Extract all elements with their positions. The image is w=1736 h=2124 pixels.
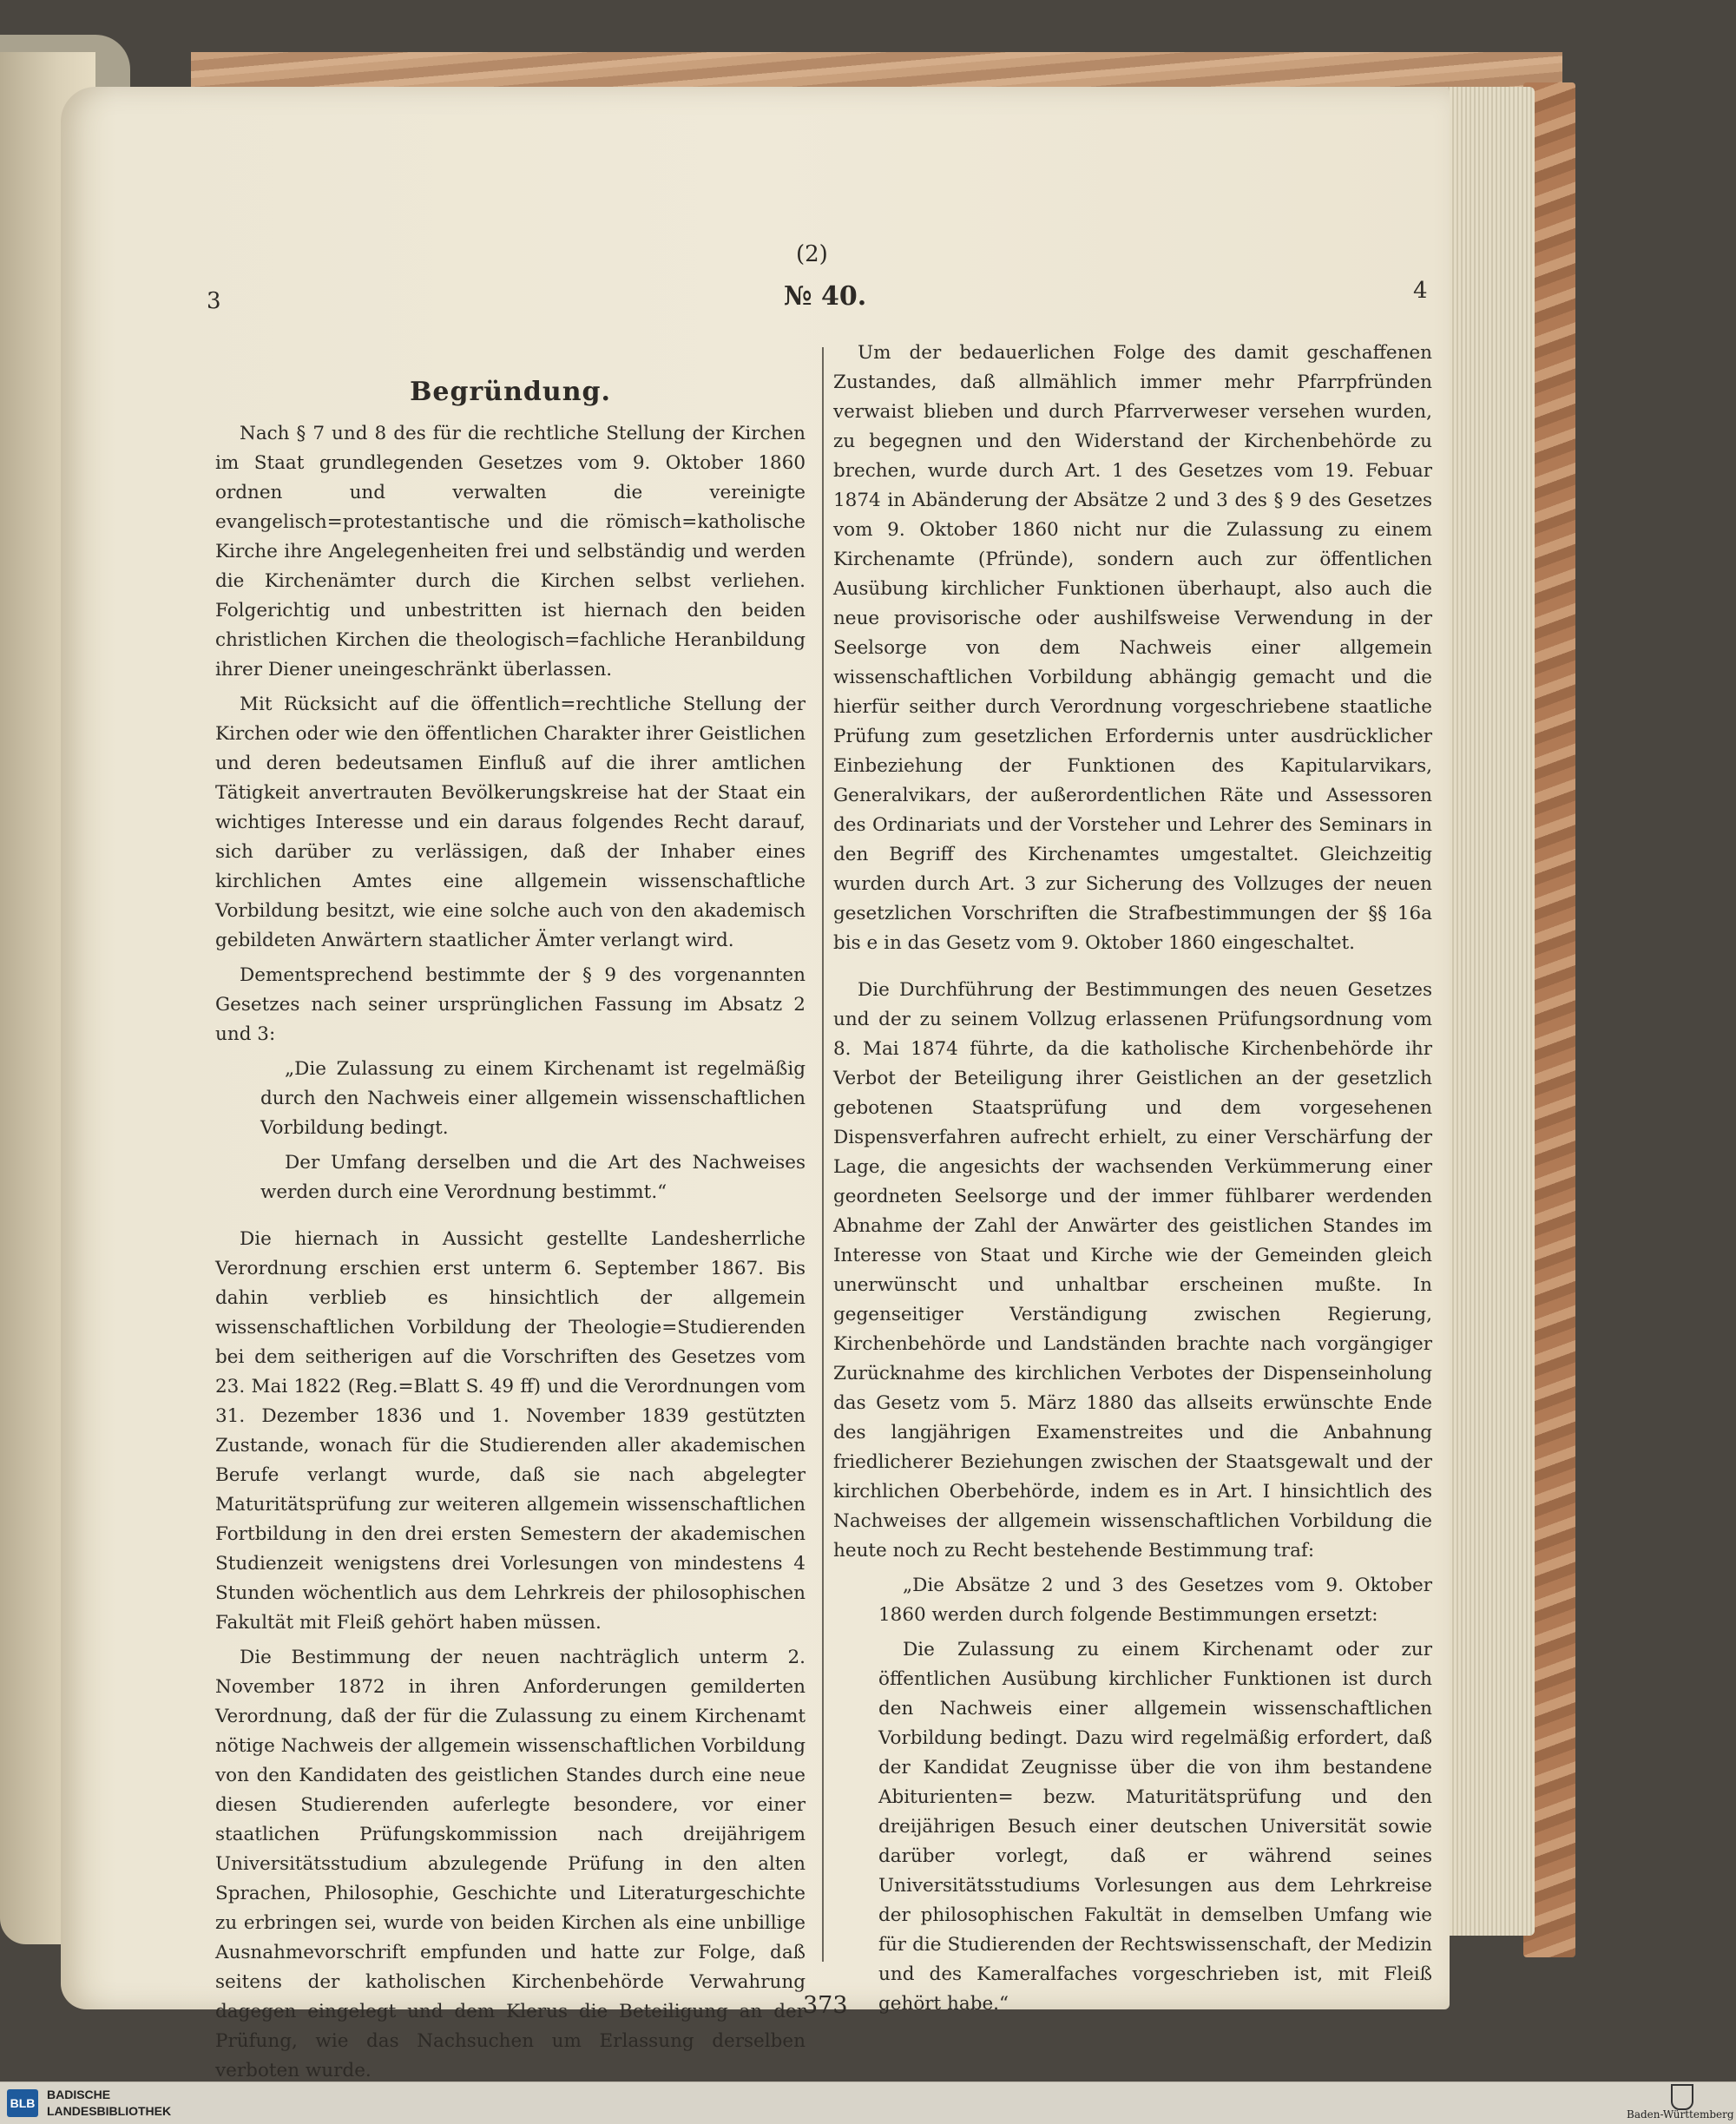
- quote-paragraph: „Die Zulassung zu einem Kirchenamt ist regelmäßig durch den Nachweis einer allgemein wissenschaftlichen Vorbildung bedingt.: [260, 1058, 806, 1139]
- library-name-line2: LANDESBIBLIOTHEK: [47, 2104, 172, 2118]
- paragraph: Die Durchführung der Bestimmungen des neuen Gesetzes und der zu seinem Vollzug erlassenen Prüfungsordnung vom 8. Mai 1874 führte, da die katholische Kirchenbehörde ihr Verbot der Beteiligung ihrer Geistlichen an der gesetzlich gebotenen Staatsprüfung und dem vorgesehenen Dispensverfahren aufrecht erhielt, zu einer Verschärfung der Lage, die angesichts der wachsenden Verkümmerung einer geordneten Seelsorge und der immer fühlbarer werdenden Abnahme der Zahl der Anwärter des geistlichen Standes im Interesse von Staat und Kirche wie der Gemeinden gleich unerwünscht und unhaltbar erscheinen mußte. In gegenseitiger Verständigung zwischen Regierung, Kirchenbehörde und Landständen brachte nach vorgängiger Zurücknahme des kirchlichen Verbotes der Dispenseinholung das Gesetz vom 5. März 1880 das allseits erwünschte Ende des langjährigen Examenstreites und die Anbahnung friedlicherer Beziehungen zwischen der Staatsgewalt und der kirchlichen Oberbehörde, indem es in Art. I hinsichtlich des Nachweises der allgemein wissenschaftlichen Vorbildung die heute noch zu Recht bestehende Bestimmung traf:: [833, 979, 1432, 1562]
- paragraph: Die hiernach in Aussicht gestellte Landesherrliche Verordnung erschien erst unterm 6. September 1867. Bis dahin verblieb es hinsichtlich der allgemein wissenschaftlichen Vorbildung der Theologie=Studierenden bei dem seitherigen auf die Vorschriften des Gesetzes vom 23. Mai 1822 (Reg.=Blatt S. 49 ff) und die Verordnungen vom 31. Dezember 1836 und 1. November 1839 gestützten Zustande, wonach für die Studierenden aller akademischen Berufe verlangt wurde, daß sie nach abgelegter Maturitätsprüfung zur weiteren allgemein wissenschaftlichen Fortbildung in den drei ersten Semestern der akademischen Studienzeit wenigstens drei Vorlesungen von mindestens 4 Stunden wöchentlich aus dem Lehrkreis der philosophischen Fakultät mit Fleiß gehört haben müssen.: [215, 1228, 806, 1634]
- right-column: [833, 339, 1432, 2024]
- section-title: Begründung.: [410, 377, 611, 407]
- sheet-number: (2): [796, 241, 828, 267]
- document-page: [61, 87, 1450, 2081]
- blb-logo[interactable]: BLB: [7, 2089, 38, 2117]
- page-number: 373: [803, 1992, 848, 2019]
- paragraph: Um der bedauerlichen Folge des damit geschaffenen Zustandes, daß allmählich immer mehr Pfarrpfründen verwaist blieben und durch Pfarrverweser versehen wurden, zu begegnen und den Widerstand der Kirchenbehörde zu brechen, wurde durch Art. 1 des Gesetzes vom 19. Febuar 1874 in Abänderung der Absätze 2 und 3 des § 9 des Gesetzes vom 9. Oktober 1860 nicht nur die Zulassung zu einem Kirchenamte (Pfründe), sondern auch zur öffentlichen Ausübung kirchlicher Funktionen überhaupt, also auch die neue provisorische oder aushilfsweise Verwendung in der Seelsorge von dem Nachweis einer allgemein wissenschaftlichen Vorbildung abhängig gemacht und die hierfür seither durch Verordnung vorgeschriebene staatliche Prüfung zum gesetzlichen Erfordernis unter ausdrücklicher Einbeziehung der Funktionen des Kapitularvikars, Generalvikars, der außerordentlichen Räte und Assessoren des Ordinariats und der Vorsteher und Lehrer des Seminars in den Begriff des Kirchenamtes umgestaltet. Gleichzeitig wurden durch Art. 3 zur Sicherung des Vollzuges der neuen gesetzlichen Vorschriften die Strafbestimmungen der §§ 16a bis e in das Gesetz vom 9. Oktober 1860 eingeschaltet.: [833, 342, 1432, 954]
- paragraph: Mit Rücksicht auf die öffentlich=rechtliche Stellung der Kirchen oder wie den öffentlichen Charakter ihrer Geistlichen und deren bedeutsamen Einfluß auf die ihrer amtlichen Tätigkeit anvertrauten Bevölkerungskreise hat der Staat ein wichtiges Interesse und ein daraus folgendes Recht darauf, sich darüber zu verlässigen, daß der Inhaber eines kirchlichen Amtes eine allgemein wissenschaftliche Vorbildung besitzt, wie eine solche auch von den akademisch gebildeten Anwärtern staatlicher Ämter verlangt wird.: [215, 694, 806, 951]
- paragraph: Nach § 7 und 8 des für die rechtliche Stellung der Kirchen im Staat grundlegenden Gesetzes vom 9. Oktober 1860 ordnen und verwalten die vereinigte evangelisch=protestantische und die römisch=katholische Kirche ihre Angelegenheiten frei und selbständig und werden die Kirchenämter durch die Kirchen selbst verliehen. Folgerichtig und unbestritten ist hiernach den beiden christlichen Kirchen die theologisch=fachliche Heranbildung ihrer Diener uneingeschränkt überlassen.: [215, 423, 806, 681]
- column-number-left: 3: [207, 288, 221, 314]
- issue-number: № 40.: [784, 281, 867, 312]
- column-number-right: 4: [1413, 278, 1428, 304]
- paragraph: Dementsprechend bestimmte der § 9 des vorgenannten Gesetzes nach seiner ursprünglichen Fassung im Absatz 2 und 3:: [215, 964, 806, 1045]
- left-column: [215, 377, 806, 2081]
- quote-paragraph: „Die Absätze 2 und 3 des Gesetzes vom 9. Oktober 1860 werden durch folgende Bestimmungen ersetzt:: [878, 1575, 1432, 1626]
- coat-of-arms-icon: [1671, 2084, 1693, 2110]
- column-divider: [822, 347, 824, 1962]
- paragraph: Die Bestimmung der neuen nachträglich unterm 2. November 1872 in ihren Anforderungen gemilderten Verordnung, daß der für die Zulassung zu einem Kirchenamt nötige Nachweis der allgemein wissenschaftlichen Vorbildung von den Kandidaten des geistlichen Standes durch eine neue diesen Studierenden auferlegte besondere, vor einer staatlichen Prüfungskommission nach dreijährigem Universitätsstudium abzulegende Prüfung in den alten Sprachen, Philosophie, Geschichte und Literaturgeschichte zu erbringen sei, wurde von beiden Kirchen als eine unbillige Ausnahmevorschrift empfunden und hatte zur Folge, daß seitens der katholischen Kirchenbehörde Verwahrung dagegen eingelegt und dem Klerus die Beteiligung an der Prüfung, wie das Nachsuchen um Erlassung derselben verboten wurde.: [215, 1647, 806, 2081]
- viewer-footer: [0, 2081, 1736, 2124]
- quote-paragraph: Der Umfang derselben und die Art des Nachweises werden durch eine Verordnung bestimmt.“: [260, 1152, 806, 1203]
- partner-label: Baden-Württemberg: [1627, 2108, 1734, 2121]
- library-name-line1: BADISCHE: [47, 2088, 111, 2101]
- quote-paragraph: Die Zulassung zu einem Kirchenamt oder zur öffentlichen Ausübung kirchlicher Funktionen ist durch den Nachweis einer allgemein wissenschaftlichen Vorbildung bedingt. Dazu wird regelmäßig erfordert, daß der Kandidat Zeugnisse über die von ihm bestandene Abiturienten= bezw. Maturitätsprüfung und den dreijährigen Besuch einer deutschen Universität sowie darüber vorlegt, daß er während seines Universitätsstudiums Vorlesungen aus dem Lehrkreise der philosophischen Fakultät in demselben Umfang wie für die Studierenden der Rechtswissenschaft, der Medizin und des Kameralfaches vorgeschrieben ist, mit Fleiß gehört habe.“: [878, 1639, 1432, 2015]
